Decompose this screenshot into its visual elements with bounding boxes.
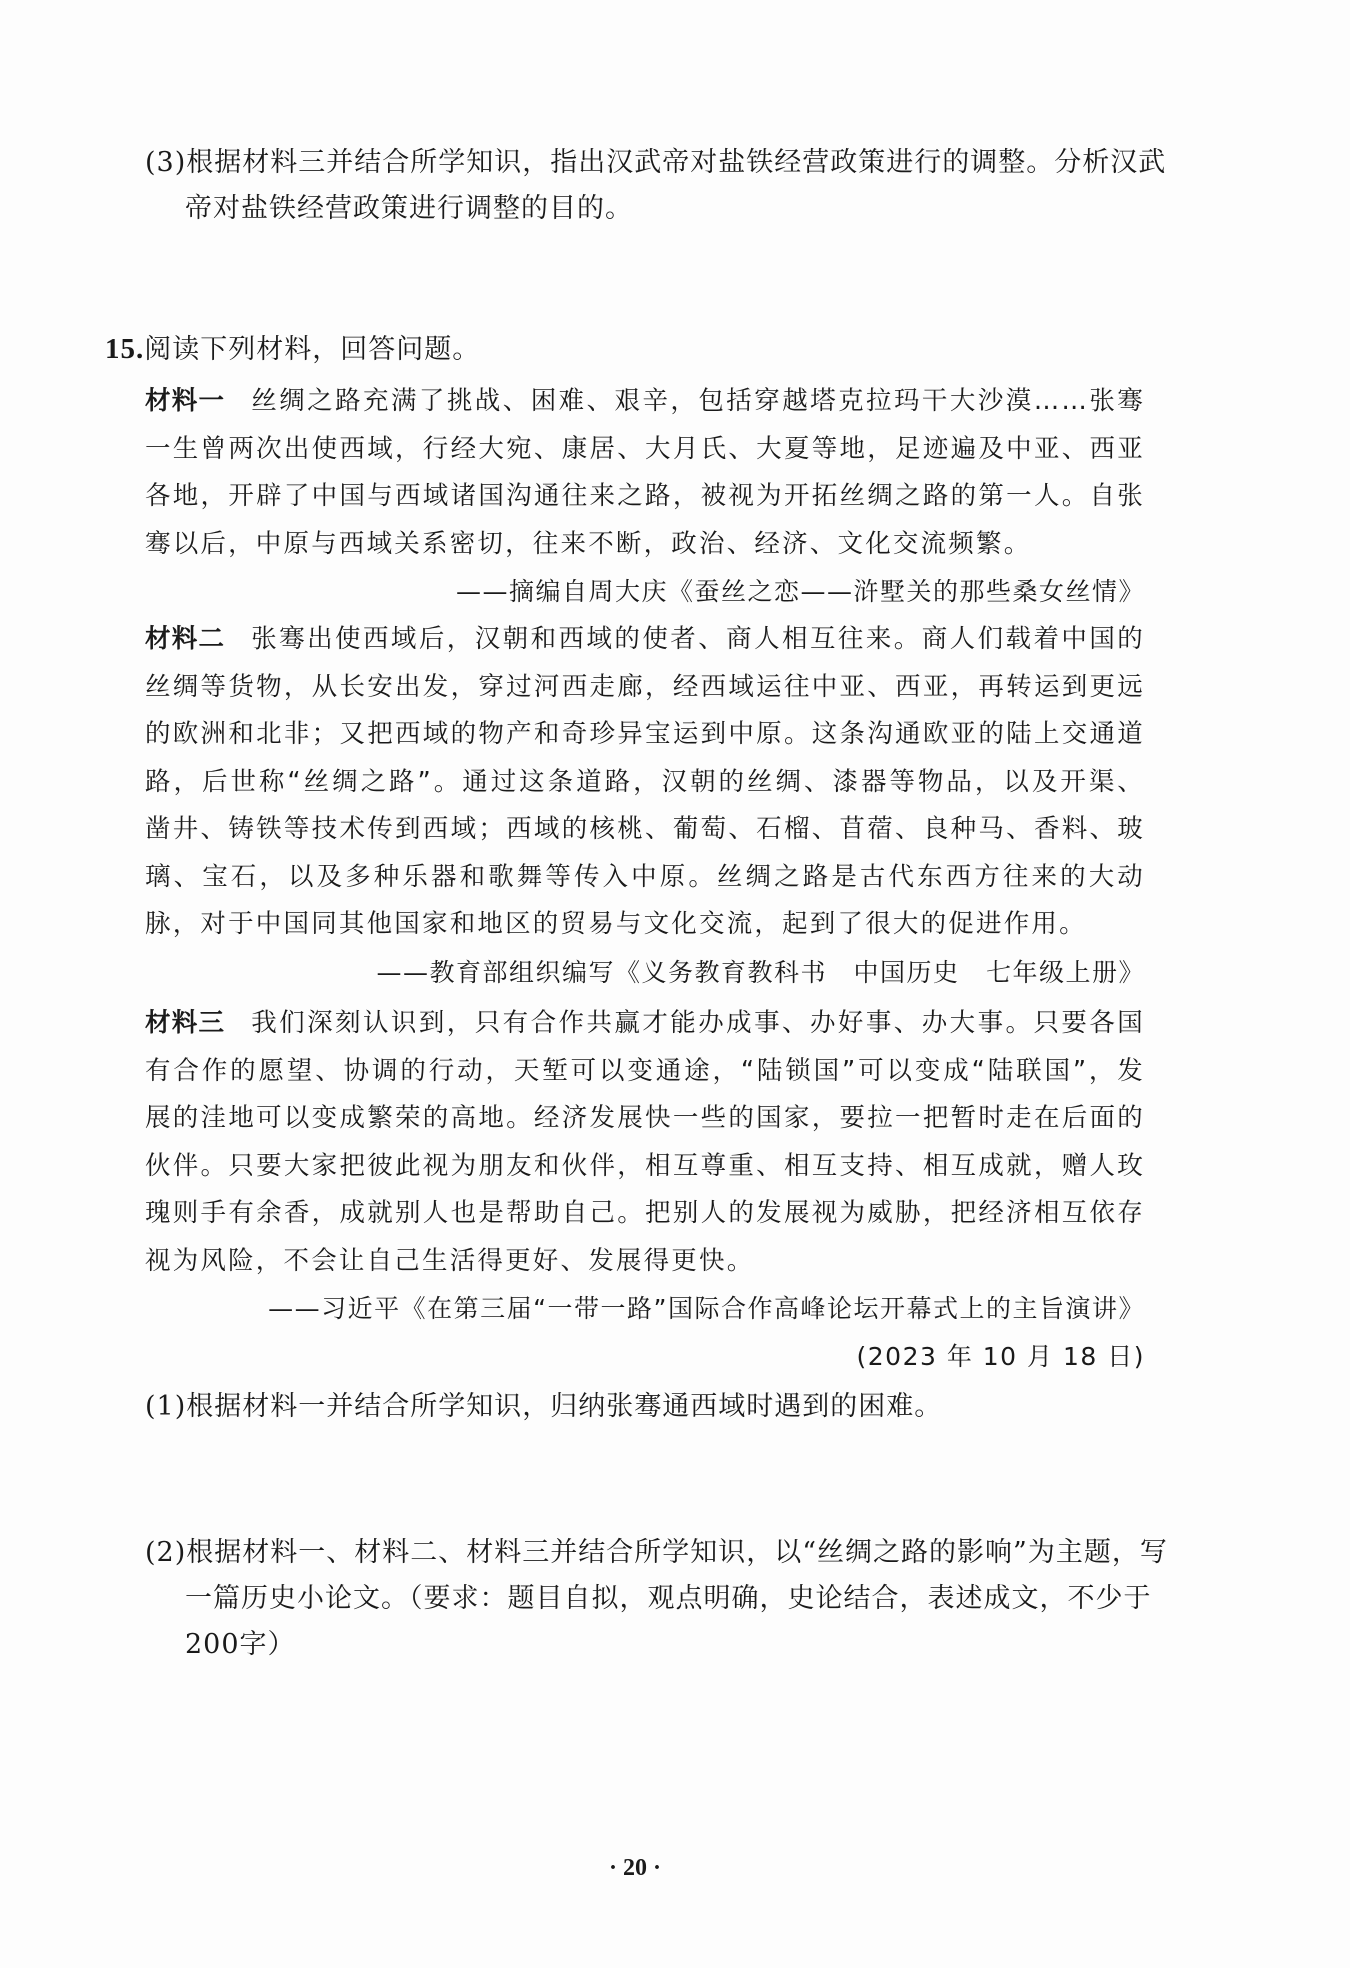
material-2-label: 材料二 [145, 624, 226, 654]
material-1 [145, 378, 1145, 616]
q15-number: 15. [105, 333, 145, 365]
material-3-source: ——习近平《在第三届“一带一路”国际合作高峰论坛开幕式上的主旨演讲》 [268, 1294, 1145, 1323]
material-1-text: 丝绸之路充满了挑战、困难、艰辛，包括穿越塔克拉玛干大沙漠……张骞一生曾两次出使西域，行经大宛、康居、大月氏、大夏等地，足迹遍及中亚、西亚各地，开辟了中国与西域诸国沟通往来之路，被视为开拓丝绸之路的第一人。自张骞以后，中原与西域关系密切，往来不断，政治、经济、文化交流频繁。 [145, 386, 1145, 559]
q14-part3-text: 根据材料三并结合所学知识，指出汉武帝对盐铁经营政策进行的调整。分析汉武帝对盐铁经营政策进行调整的目的。 [185, 147, 1167, 224]
material-3-text: 我们深刻认识到，只有合作共赢才能办成事、办好事、办大事。只要各国有合作的愿望、协调的行动，天堑可以变通途，“陆锁国”可以变成“陆联国”，发展的洼地可以变成繁荣的高地。经济发展快一些的国家，要拉一把暂时走在后面的伙伴。只要大家把彼此视为朋友和伙伴，相互尊重、相互支持、相互成就，赠人玫瑰则手有余香，成就别人也是帮助自己。把别人的发展视为威胁，把经济相互依存视为风险，不会让自己生活得更好、发展得更快。 [145, 1008, 1145, 1276]
q15-prompt: 阅读下列材料，回答问题。 [144, 334, 481, 365]
q15-part2 [145, 1530, 1185, 1668]
material-3 [145, 1000, 1145, 1380]
q15-part2-text: 根据材料一、材料二、材料三并结合所学知识，以“丝绸之路的影响”为主题，写一篇历史小论文。（要求：题目自拟，观点明确，史论结合，表述成文，不少于200字） [185, 1537, 1168, 1660]
q15-heading [105, 326, 480, 373]
material-1-label: 材料一 [145, 386, 226, 416]
q15-part1-text: 根据材料一并结合所学知识，归纳张骞通西域时遇到的困难。 [186, 1391, 943, 1422]
material-3-label: 材料三 [145, 1008, 226, 1038]
q15-part1 [145, 1384, 1185, 1430]
q14-part3-label: (3) [145, 147, 187, 178]
q15-part1-label: (1) [145, 1391, 187, 1422]
material-1-source: ——摘编自周大庆《蚕丝之恋——浒墅关的那些桑女丝情》 [455, 577, 1145, 606]
page-number: · 20 · [608, 1855, 661, 1881]
material-2-text: 张骞出使西域后，汉朝和西域的使者、商人相互往来。商人们载着中国的丝绸等货物，从长安出发，穿过河西走廊，经西域运往中亚、西亚，再转运到更远的欧洲和北非；又把西域的物产和奇珍异宝运到中原。这条沟通欧亚的陆上交通道路，后世称“丝绸之路”。通过这条道路，汉朝的丝绸、漆器等物品，以及开渠、凿井、铸铁等技术传到西域；西域的核桃、葡萄、石榴、苜蓿、良种马、香料、玻璃、宝石，以及多种乐器和歌舞等传入中原。丝绸之路是古代东西方往来的大动脉，对于中国同其他国家和地区的贸易与文化交流，起到了很大的促进作用。 [145, 624, 1145, 939]
q15-part2-label: (2) [145, 1537, 187, 1568]
material-2-source: ——教育部组织编写《义务教育教科书 中国历史 七年级上册》 [376, 957, 1145, 987]
material-3-date: (2023 年 10 月 18 日) [856, 1341, 1145, 1371]
material-2 [145, 616, 1145, 996]
q14-part3 [145, 140, 1185, 232]
